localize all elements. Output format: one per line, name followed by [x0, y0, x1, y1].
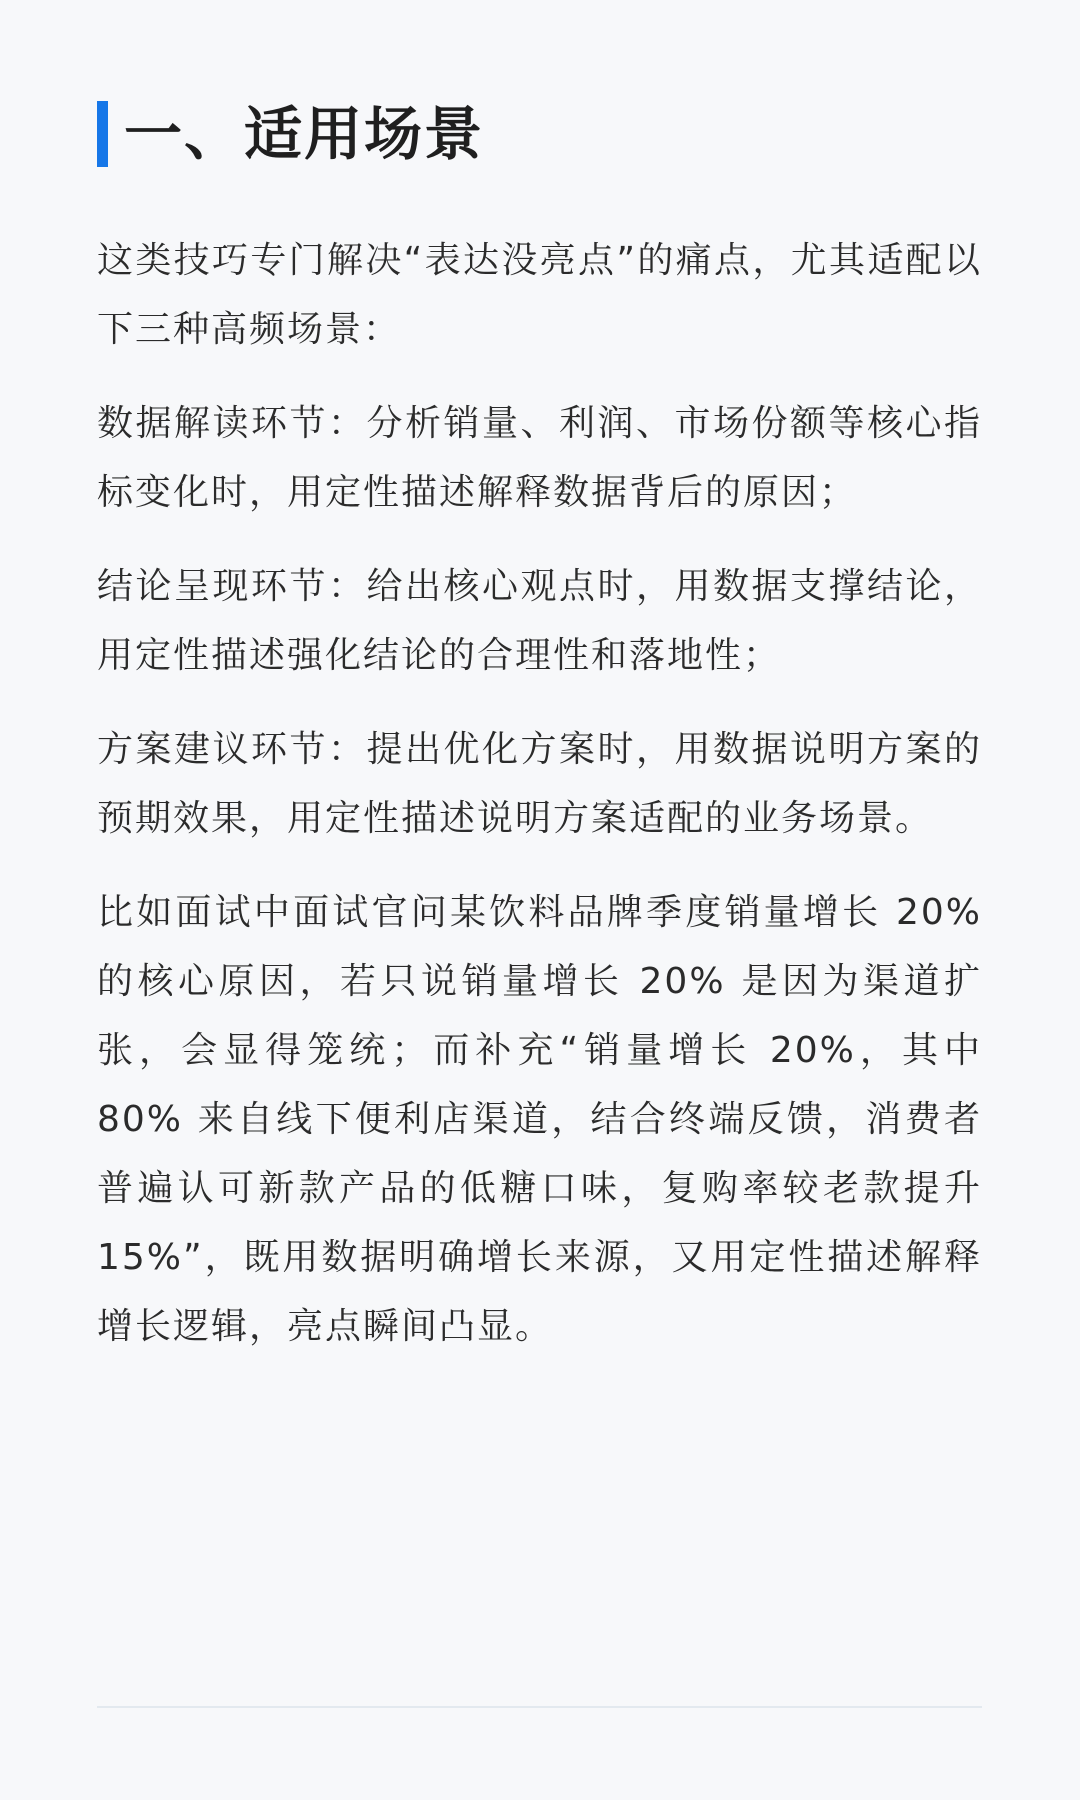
article-body	[97, 102, 982, 1361]
section-title: 一、适用场景	[124, 100, 485, 168]
section-heading	[97, 102, 982, 166]
heading-accent-bar	[97, 101, 108, 167]
bottom-divider	[97, 1706, 982, 1708]
scenario-solution-suggestion: 方案建议环节：提出优化方案时，用数据说明方案的预期效果，用定性描述说明方案适配的业务场景。	[97, 729, 982, 839]
scenario-data-interpretation: 数据解读环节：分析销量、利润、市场份额等核心指标变化时，用定性描述解释数据背后的原因；	[97, 403, 982, 513]
scenario-conclusion-presentation: 结论呈现环节：给出核心观点时，用数据支撑结论，用定性描述强化结论的合理性和落地性；	[97, 566, 982, 676]
intro-paragraph: 这类技巧专门解决“表达没亮点”的痛点，尤其适配以下三种高频场景：	[97, 240, 982, 350]
example-paragraph: 比如面试中面试官问某饮料品牌季度销量增长 20% 的核心原因，若只说销量增长 20% 是因为渠道扩张，会显得笼统；而补充“销量增长 20%，其中 80% 来自线下便利店渠道，结合终端反馈，消费者普遍认可新款产品的低糖口味，复购率较老款提升 15%”，既用数据明确增长来源，又用定性描述解释增长逻辑，亮点瞬间凸显。	[97, 892, 982, 1347]
